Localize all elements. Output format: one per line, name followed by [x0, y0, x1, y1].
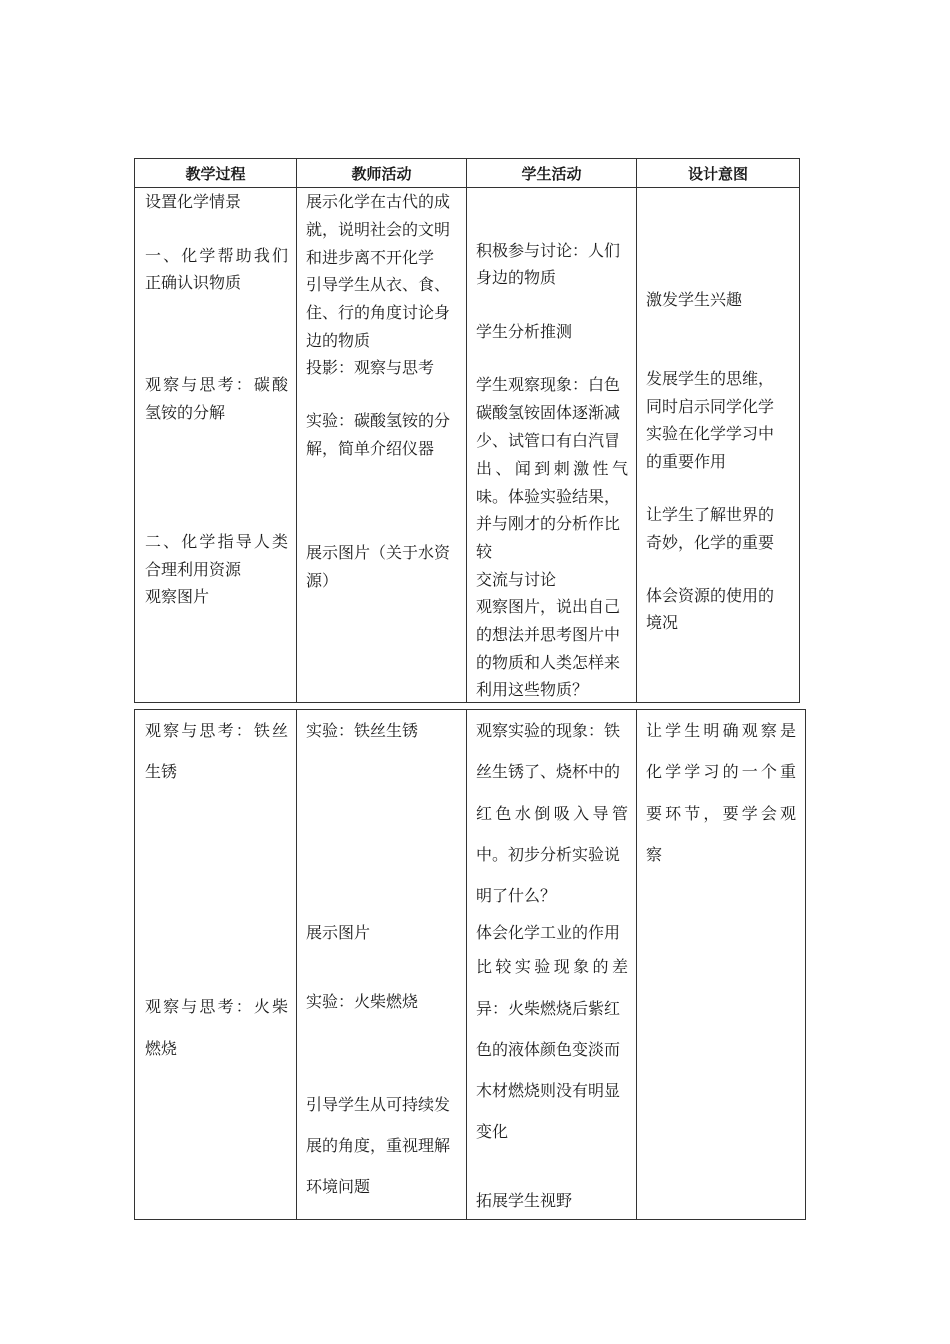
intent-cell — [637, 710, 806, 1220]
student-line: 异：火柴燃烧后紫红 — [476, 999, 621, 1018]
process-line: 观察与思考：铁丝 — [145, 721, 288, 740]
teacher-line: 展示图片 — [306, 923, 371, 942]
student-line: 体会化学工业的作用 — [476, 923, 621, 942]
intent-line: 要环节，要学会观 — [646, 804, 796, 823]
student-line: 学生观察现象：白色 — [476, 375, 621, 394]
teacher-cell — [297, 188, 467, 703]
intent-line: 察 — [646, 845, 663, 864]
student-line: 碳酸氢铵固体逐渐减 — [476, 403, 621, 422]
teacher-line: 实验：火柴燃烧 — [306, 992, 419, 1011]
intent-line: 的重要作用 — [646, 452, 727, 471]
student-line: 积极参与讨论：人们 — [476, 241, 621, 260]
process-cell — [135, 188, 297, 703]
student-line: 拓展学生视野 — [476, 1191, 573, 1210]
teacher-cell — [297, 710, 467, 1220]
teacher-line: 引导学生从可持续发 — [306, 1095, 451, 1114]
teacher-line: 展示图片（关于水资 — [306, 543, 451, 562]
process-cell — [135, 710, 297, 1220]
intent-line: 发展学生的思维， — [646, 369, 775, 388]
process-part1-a: 一、化学帮助我们 — [145, 246, 288, 265]
student-line: 红色水倒吸入导管 — [476, 804, 628, 823]
process-part2-c: 观察图片 — [145, 587, 210, 606]
student-line: 明了什么？ — [476, 886, 557, 905]
table-header-row — [135, 159, 800, 188]
student-line: 味。体验实验结果， — [476, 487, 621, 506]
table-row — [135, 188, 800, 703]
student-line: 色的液体颜色变淡而 — [476, 1040, 621, 1059]
process-part2-b: 合理利用资源 — [145, 560, 242, 579]
teacher-line: 住、行的角度讨论身 — [306, 303, 451, 322]
process-line: 生锈 — [145, 762, 178, 781]
teacher-line: 源） — [306, 571, 339, 590]
intent-line: 同时启示同学化学 — [646, 397, 775, 416]
student-line: 观察图片，说出自己 — [476, 597, 621, 616]
header-process: 教学过程 — [135, 159, 297, 188]
teacher-line: 实验：碳酸氢铵的分 — [306, 411, 451, 430]
intent-line: 实验在化学学习中 — [646, 424, 775, 443]
teacher-line: 实验：铁丝生锈 — [306, 721, 419, 740]
intent-line: 境况 — [646, 613, 679, 632]
student-line: 观察实验的现象：铁 — [476, 721, 621, 740]
student-cell — [467, 710, 637, 1220]
intent-line: 让学生明确观察是 — [646, 721, 796, 740]
lesson-table-bottom — [134, 709, 806, 1220]
student-line: 并与刚才的分析作比 — [476, 514, 621, 533]
student-line: 学生分析推测 — [476, 322, 573, 341]
teacher-line: 环境问题 — [306, 1177, 371, 1196]
process-line: 燃烧 — [145, 1039, 178, 1058]
student-line: 身边的物质 — [476, 268, 557, 287]
intent-line: 激发学生兴趣 — [646, 290, 743, 309]
student-line: 木材燃烧则没有明显 — [476, 1081, 621, 1100]
student-line: 的想法并思考图片中 — [476, 625, 621, 644]
process-part1-b: 正确认识物质 — [145, 273, 242, 292]
table-row — [135, 710, 806, 1220]
process-line: 观察与思考：火柴 — [145, 997, 288, 1016]
student-line: 丝生锈了、烧杯中的 — [476, 762, 621, 781]
intent-cell — [637, 188, 800, 703]
student-cell — [467, 188, 637, 703]
intent-line: 化学学习的一个重 — [646, 762, 796, 781]
process-intro: 设置化学情景 — [145, 192, 242, 211]
student-line: 较 — [476, 542, 493, 561]
student-line: 变化 — [476, 1122, 509, 1141]
process-observe1-b: 氢铵的分解 — [145, 403, 226, 422]
process-observe1-a: 观察与思考：碳酸 — [145, 375, 288, 394]
lesson-table-top — [134, 158, 800, 703]
student-line: 比较实验现象的差 — [476, 957, 628, 976]
intent-line: 奇妙，化学的重要 — [646, 533, 775, 552]
teacher-line: 解，简单介绍仪器 — [306, 439, 435, 458]
header-teacher: 教师活动 — [297, 159, 467, 188]
student-line: 交流与讨论 — [476, 570, 557, 589]
teacher-line: 就，说明社会的文明 — [306, 220, 451, 239]
teacher-line: 展的角度，重视理解 — [306, 1136, 451, 1155]
student-line: 利用这些物质？ — [476, 680, 589, 699]
teacher-line: 展示化学在古代的成 — [306, 192, 451, 211]
teacher-line: 和进步离不开化学 — [306, 248, 435, 267]
intent-line: 让学生了解世界的 — [646, 505, 775, 524]
student-line: 的物质和人类怎样来 — [476, 653, 621, 672]
student-line: 出、闻到刺激性气 — [476, 459, 628, 478]
teacher-line: 投影：观察与思考 — [306, 358, 435, 377]
student-line: 中。初步分析实验说 — [476, 845, 621, 864]
header-intent: 设计意图 — [637, 159, 800, 188]
teacher-line: 边的物质 — [306, 331, 371, 350]
student-line: 少、试管口有白汽冒 — [476, 431, 621, 450]
teacher-line: 引导学生从衣、食、 — [306, 275, 451, 294]
process-part2-a: 二、化学指导人类 — [145, 532, 288, 551]
intent-line: 体会资源的使用的 — [646, 586, 775, 605]
header-student: 学生活动 — [467, 159, 637, 188]
